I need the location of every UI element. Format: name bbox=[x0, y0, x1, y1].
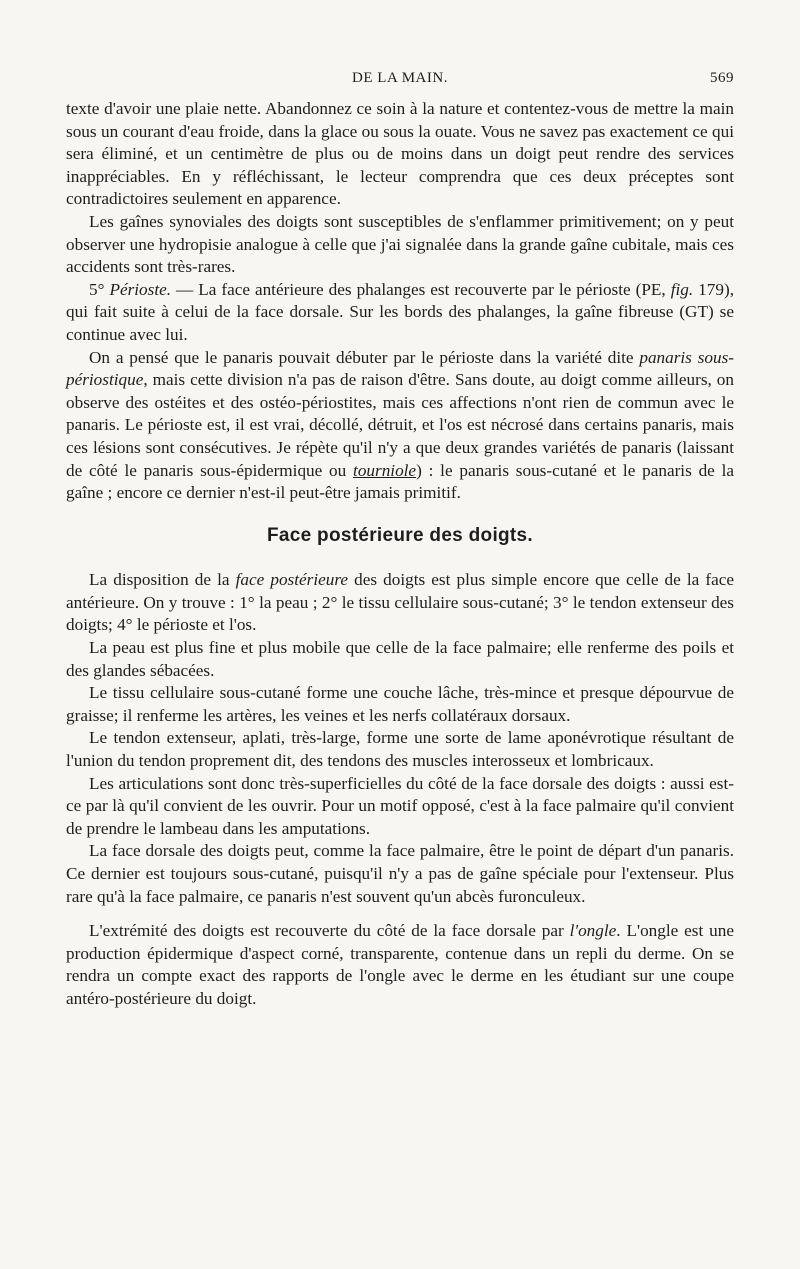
text-run: — La face antérieure des phalanges est recouverte par le périoste (PE, bbox=[171, 279, 671, 299]
text-run: texte d'avoir une plaie nette. Abandonnez ce soin à la nature et contentez-vous de mettre la main sous un courant d'eau froide, dans la glace ou sous la ouate. Vous ne savez pas exactement ce qui sera éliminé, et un centimètre de plus ou de moins dans un doigt peut rendre des services inappréciables. En y réfléchissant, le lecteur comprendra que ces deux préceptes sont contradictoires seulement en apparence. bbox=[66, 99, 734, 209]
italic-run: l'ongle bbox=[569, 921, 617, 941]
text-run: La disposition de la bbox=[89, 570, 236, 590]
italic-run: fig. bbox=[670, 279, 694, 299]
paragraph bbox=[66, 920, 734, 1010]
italic-run: face postérieure bbox=[235, 570, 349, 590]
text-run: Le tissu cellulaire sous-cutané forme une couche lâche, très-mince et presque dépourvue de graisse; il renferme les artères, les veines et les nerfs collatéraux dorsaux. bbox=[66, 683, 734, 725]
text-run: 179), qui fait suite à celui de la face dorsale. Sur les bords des phalanges, la gaîne fibreuse (GT) se continue avec lui. bbox=[66, 279, 734, 344]
italic-run: tourniole bbox=[353, 460, 417, 480]
italic-run: Périoste. bbox=[109, 279, 172, 299]
text-run: , mais cette division n'a pas de raison d'être. Sans doute, au doigt comme ailleurs, on observe des ostéites et des ostéo-périostites, mais ces affections n'ont rien de commun avec le panaris. Le périoste est, il est vrai, décollé, détruit, et l'os est nécrosé dans certains panaris, mais ces lésions sont consécutives. Je répète qu'il n'y a que deux grandes variétés de panaris (laissant de côté le panaris sous-épidermique ou bbox=[66, 370, 734, 480]
section-heading: Face postérieure des doigts. bbox=[266, 524, 534, 546]
text-run: Les gaînes synoviales des doigts sont susceptibles de s'enflammer primitivement; on y peut observer une hydropisie analogue à celle que j'ai signalée dans la grande gaîne cubitale, mais ces accidents sont très-rares. bbox=[66, 211, 734, 277]
text-run: On a pensé que le panaris pouvait débuter par le périoste dans la variété dite bbox=[89, 347, 640, 367]
paragraph bbox=[66, 211, 734, 279]
paragraph bbox=[66, 569, 734, 637]
paragraph bbox=[66, 347, 734, 505]
text-run: ) : le panaris sous-cutané et le panaris de la gaîne ; encore ce dernier n'est-il peut-être jamais primitif. bbox=[66, 460, 734, 503]
paragraph bbox=[66, 682, 734, 727]
paragraph bbox=[66, 727, 734, 772]
paragraph bbox=[66, 98, 734, 211]
page-number: 569 bbox=[710, 70, 734, 86]
text-run: La face dorsale des doigts peut, comme la face palmaire, être le point de départ d'un panaris. Ce dernier est toujours sous-cutané, puisqu'il n'y a pas de gaîne spéciale pour l'extenseur. Plus rare qu'à la face palmaire, ce panaris n'est souvent qu'un abcès furonculeux. bbox=[66, 841, 734, 906]
text-run: Les articulations sont donc très-superficielles du côté de la face dorsale des doigts : aussi est-ce par là qu'il convient de les ouvrir. Pour un motif opposé, c'est à la face palmaire qu'il convient de prendre le lambeau dans les amputations. bbox=[66, 773, 734, 838]
paragraph bbox=[66, 279, 734, 347]
paragraph bbox=[66, 637, 734, 682]
running-title: DE LA MAIN. bbox=[352, 70, 448, 86]
italic-run: panaris sous-périostique bbox=[66, 347, 734, 390]
text-body bbox=[66, 98, 734, 1011]
text-run: des doigts est plus simple encore que celle de la face antérieure. On y trouve : 1° la peau ; 2° le tissu cellulaire sous-cutané; 3° le tendon extenseur des doigts; 4° le périoste et l'os. bbox=[66, 570, 735, 635]
text-run: L'extrémité des doigts est recouverte du côté de la face dorsale par bbox=[89, 921, 570, 941]
text-run: Le tendon extenseur, aplati, très-large, forme une sorte de lame aponévrotique résultant de l'union du tendon proprement dit, des tendons des muscles interosseux et lombricaux. bbox=[66, 728, 734, 771]
text-run: 5° bbox=[89, 279, 110, 299]
text-run: . L'ongle est une production épidermique d'aspect corné, transparente, contenue dans un repli du derme. On se rendra un compte exact des rapports de l'ongle avec le derme en les étudiant sur une coupe antéro-postérieure du doigt. bbox=[66, 921, 734, 1008]
paragraph bbox=[66, 773, 734, 841]
text-run: La peau est plus fine et plus mobile que celle de la face palmaire; elle renferme des poils et des glandes sébacées. bbox=[66, 638, 734, 680]
paragraph bbox=[66, 840, 734, 908]
